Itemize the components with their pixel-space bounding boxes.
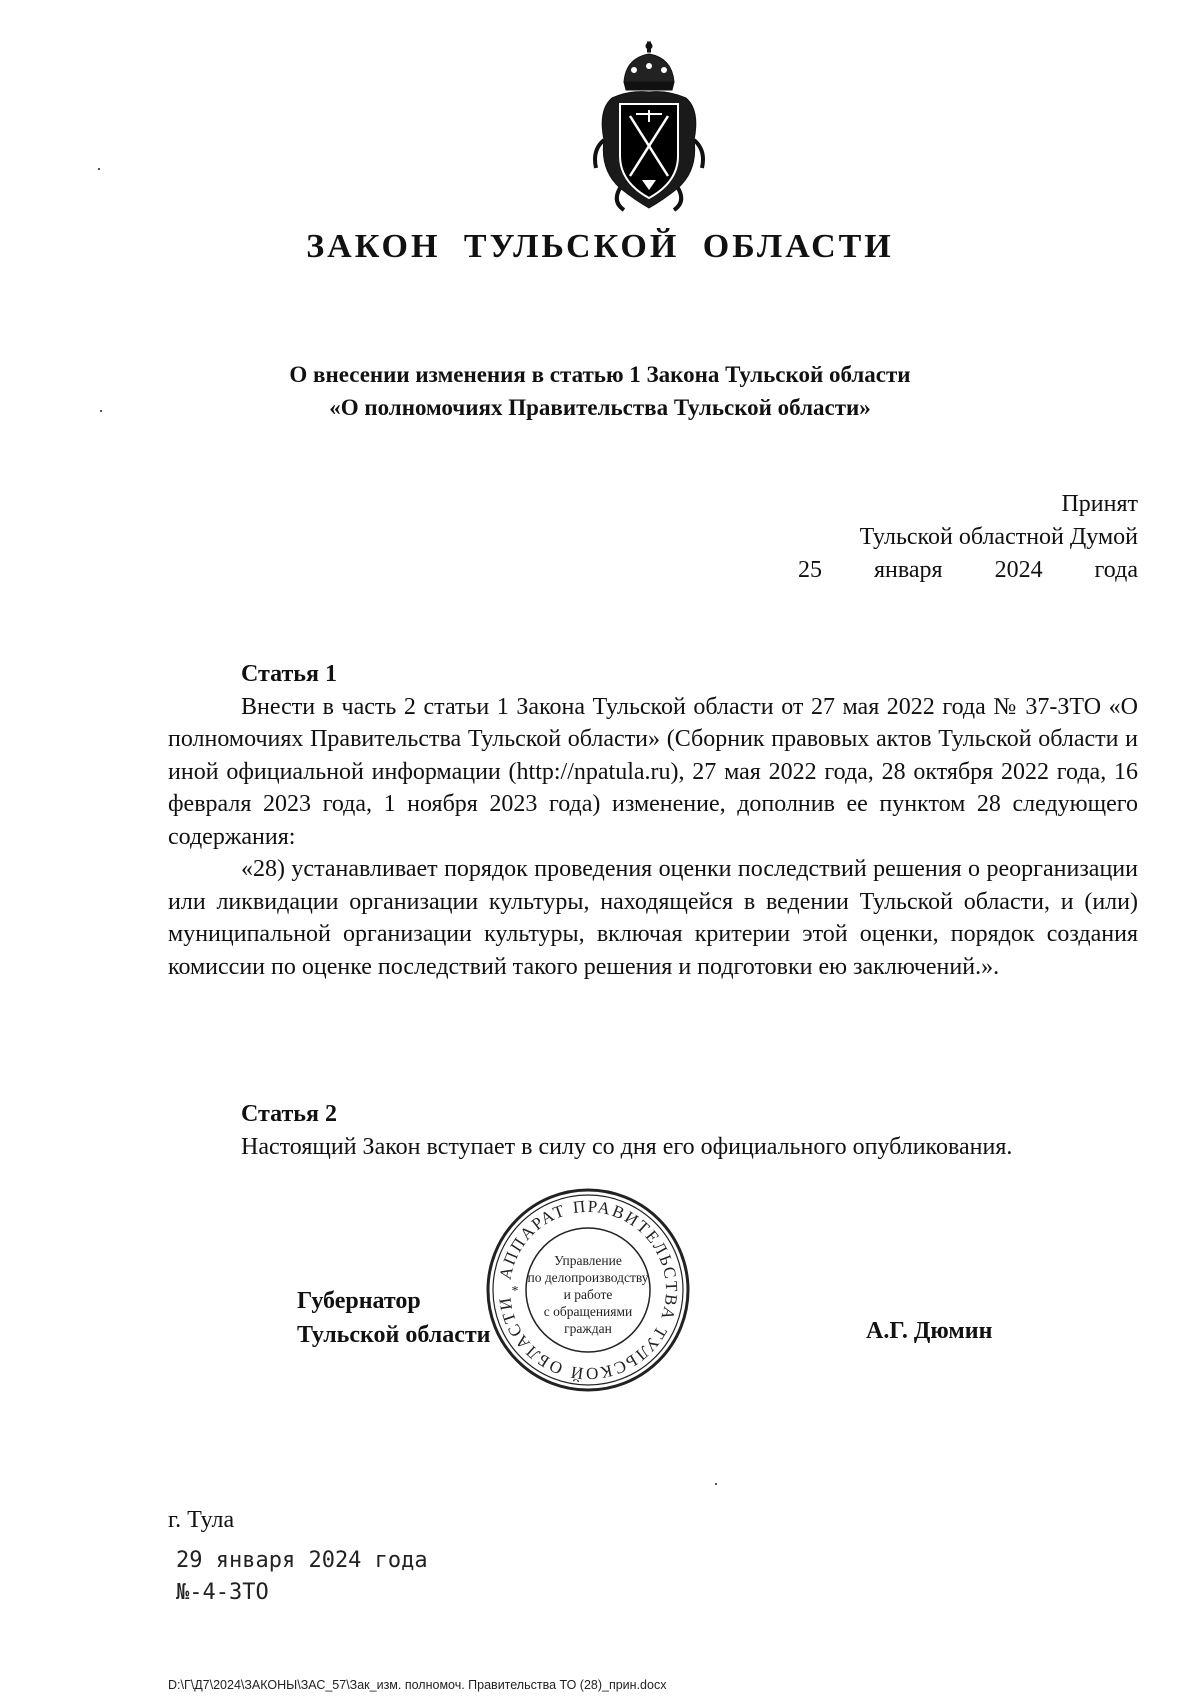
seal-line-4: с обращениями <box>543 1304 633 1319</box>
adopted-month: января <box>873 557 943 583</box>
article-1 <box>168 658 1138 983</box>
adopted-by: Тульской областной Думой <box>859 524 1138 550</box>
registration-number: №-4-ЗТО <box>176 1580 269 1605</box>
adopted-year: 2024 <box>994 557 1043 583</box>
scan-speck <box>715 1483 717 1485</box>
seal-line-3: и работе <box>563 1287 613 1302</box>
article-1-heading: Статья 1 <box>241 661 337 687</box>
article-1-paragraph-1: Внести в часть 2 статьи 1 Закона Тульской области от 27 мая 2022 года № 37-ЗТО «О полномочиях Правительства Тульской области» (Сборник правовых актов Тульской области и иной официальной информации (http://npatula.ru), 27 мая 2022 года, 28 октября 2022 года, 16 февраля 2023 года, 1 ноября 2023 года) изменение, дополнив ее пунктом 28 следующего содержания: <box>168 693 1138 850</box>
seal-star-icon: * <box>511 1284 519 1299</box>
law-title: ЗАКОН ТУЛЬСКОЙ ОБЛАСТИ <box>306 228 894 265</box>
registration-date: 29 января 2024 года <box>176 1548 428 1573</box>
official-seal <box>483 1185 693 1395</box>
article-2-heading: Статья 2 <box>241 1101 337 1127</box>
file-path: D:\Г\Д7\2024\ЗАКОНЫ\ЗАС_57\Зак_изм. полномоч. Правительства ТО (28)_прин.docx <box>168 1678 667 1692</box>
seal-line-1: Управление <box>554 1253 622 1268</box>
adopted-label: Принят <box>1061 491 1138 517</box>
law-subtitle <box>0 358 1200 424</box>
scan-speck <box>100 410 102 412</box>
city: г. Тула <box>168 1507 235 1533</box>
signatory-position-line-1: Губернатор <box>297 1288 421 1314</box>
article-1-paragraph-2: «28) устанавливает порядок проведения оценки последствий решения о реорганизации или ликвидации организации культуры, находящейся в ведении Тульской области, и (или) муниципальной организации культуры, включая критерии этой оценки, порядок создания комиссии по оценке последствий такого решения и подготовки ею заключений.». <box>168 856 1138 980</box>
subtitle-line-2: «О полномочиях Правительства Тульской области» <box>329 395 871 420</box>
seal-line-5: граждан <box>564 1321 612 1336</box>
tula-coat-of-arms-icon <box>590 40 708 215</box>
signatory-position <box>297 1284 491 1352</box>
registration-stamp <box>176 1545 428 1609</box>
seal-outer-text: АППАРАТ ПРАВИТЕЛЬСТВА ТУЛЬСКОЙ ОБЛАСТИ <box>495 1196 682 1384</box>
signatory-name: А.Г. Дюмин <box>866 1318 993 1344</box>
adopted-day: 25 <box>798 557 822 583</box>
adoption-block <box>798 488 1138 587</box>
subtitle-line-1: О внесении изменения в статью 1 Закона Тульской области <box>289 362 911 387</box>
scan-speck <box>98 168 100 170</box>
adopted-date <box>798 554 1138 587</box>
adopted-suffix: года <box>1094 557 1138 583</box>
signatory-position-line-2: Тульской области <box>297 1322 491 1348</box>
article-2 <box>168 1098 1138 1163</box>
article-2-paragraph-1: Настоящий Закон вступает в силу со дня его официального опубликования. <box>241 1133 1013 1160</box>
seal-line-2: по делопроизводству <box>527 1270 649 1285</box>
